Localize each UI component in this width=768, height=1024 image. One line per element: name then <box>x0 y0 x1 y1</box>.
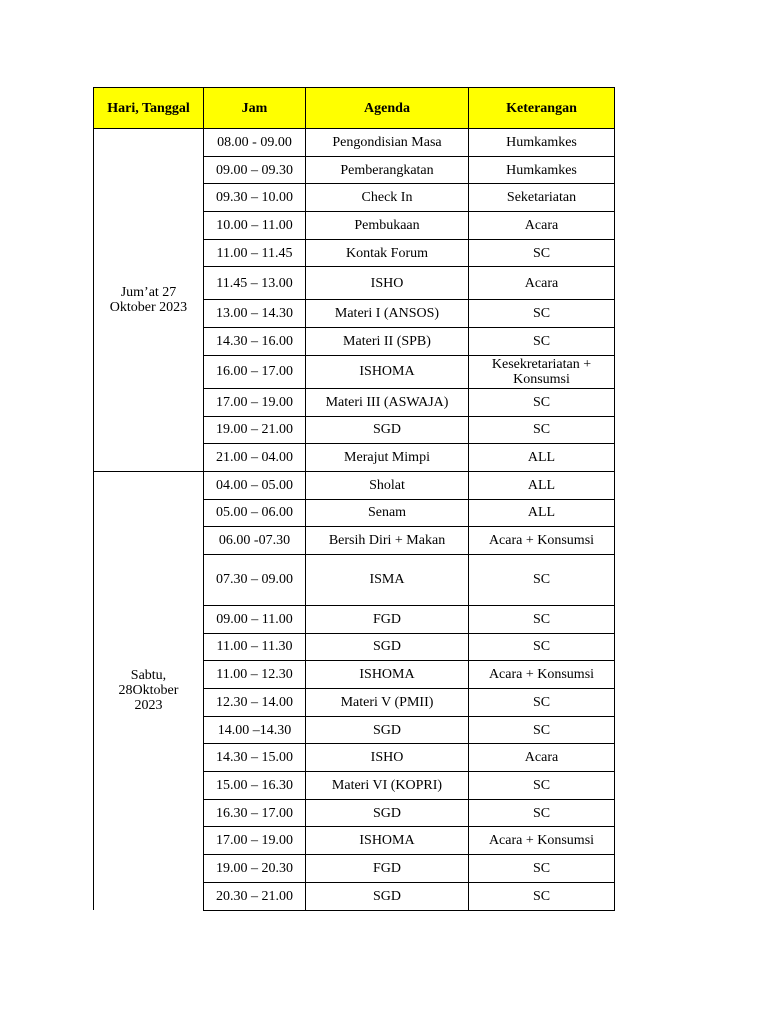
time-cell: 09.00 – 11.00 <box>204 605 306 633</box>
agenda-cell: ISHO <box>306 744 469 772</box>
time-cell: 20.30 – 21.00 <box>204 882 306 910</box>
header-time: Jam <box>204 88 306 129</box>
time-cell: 17.00 – 19.00 <box>204 388 306 416</box>
time-cell: 16.30 – 17.00 <box>204 799 306 827</box>
note-cell: Acara + Konsumsi <box>469 661 615 689</box>
note-cell: Kesekretariatan + Konsumsi <box>469 355 615 388</box>
agenda-cell: Senam <box>306 499 469 527</box>
agenda-cell: Check In <box>306 184 469 212</box>
agenda-cell: Materi V (PMII) <box>306 689 469 717</box>
note-cell: Humkamkes <box>469 129 615 157</box>
agenda-cell: Sholat <box>306 471 469 499</box>
time-cell: 05.00 – 06.00 <box>204 499 306 527</box>
note-cell: SC <box>469 633 615 661</box>
day-cell-saturday <box>94 471 204 910</box>
note-cell: SC <box>469 689 615 717</box>
day-label-line2: Oktober 2023 <box>109 299 188 315</box>
time-cell: 15.00 – 16.30 <box>204 772 306 800</box>
table-row <box>94 471 615 499</box>
note-cell: SC <box>469 716 615 744</box>
header-agenda: Agenda <box>306 88 469 129</box>
agenda-cell: FGD <box>306 855 469 883</box>
time-cell: 14.30 – 16.00 <box>204 328 306 356</box>
note-cell: Humkamkes <box>469 156 615 184</box>
note-cell: Acara + Konsumsi <box>469 527 615 555</box>
note-cell: SC <box>469 605 615 633</box>
time-cell: 04.00 – 05.00 <box>204 471 306 499</box>
time-cell: 13.00 – 14.30 <box>204 300 306 328</box>
agenda-cell: Bersih Diri + Makan <box>306 527 469 555</box>
header-row <box>94 88 615 129</box>
agenda-cell: SGD <box>306 416 469 444</box>
agenda-cell: SGD <box>306 633 469 661</box>
agenda-cell: SGD <box>306 882 469 910</box>
header-note: Keterangan <box>469 88 615 129</box>
agenda-cell: SGD <box>306 799 469 827</box>
header-day: Hari, Tanggal <box>94 88 204 129</box>
time-cell: 21.00 – 04.00 <box>204 444 306 472</box>
time-cell: 09.30 – 10.00 <box>204 184 306 212</box>
time-cell: 07.30 – 09.00 <box>204 554 306 605</box>
agenda-cell: Merajut Mimpi <box>306 444 469 472</box>
note-cell: SC <box>469 554 615 605</box>
agenda-cell: SGD <box>306 716 469 744</box>
note-cell: Acara <box>469 267 615 300</box>
note-cell: SC <box>469 388 615 416</box>
day-label-line2: 28Oktober <box>118 683 179 699</box>
time-cell: 17.00 – 19.00 <box>204 827 306 855</box>
day-label-line1: Sabtu, <box>130 668 167 684</box>
note-cell: Acara <box>469 744 615 772</box>
note-cell: SC <box>469 772 615 800</box>
time-cell: 12.30 – 14.00 <box>204 689 306 717</box>
time-cell: 09.00 – 09.30 <box>204 156 306 184</box>
agenda-cell: ISHOMA <box>306 827 469 855</box>
note-cell: SC <box>469 300 615 328</box>
note-cell: ALL <box>469 499 615 527</box>
agenda-cell: Materi VI (KOPRI) <box>306 772 469 800</box>
time-cell: 11.00 – 11.45 <box>204 239 306 267</box>
time-cell: 19.00 – 21.00 <box>204 416 306 444</box>
time-cell: 06.00 -07.30 <box>204 527 306 555</box>
agenda-cell: Materi I (ANSOS) <box>306 300 469 328</box>
agenda-cell: FGD <box>306 605 469 633</box>
agenda-cell: Pembukaan <box>306 212 469 240</box>
agenda-cell: ISHO <box>306 267 469 300</box>
day-label-line3: 2023 <box>134 698 163 714</box>
time-cell: 11.00 – 11.30 <box>204 633 306 661</box>
note-cell: SC <box>469 416 615 444</box>
note-cell: SC <box>469 239 615 267</box>
time-cell: 11.00 – 12.30 <box>204 661 306 689</box>
note-cell: ALL <box>469 471 615 499</box>
note-cell: Seketariatan <box>469 184 615 212</box>
table-row <box>94 129 615 157</box>
agenda-cell: Materi II (SPB) <box>306 328 469 356</box>
time-cell: 16.00 – 17.00 <box>204 355 306 388</box>
day-cell-friday <box>94 129 204 472</box>
agenda-cell: ISMA <box>306 554 469 605</box>
agenda-cell: Materi III (ASWAJA) <box>306 388 469 416</box>
schedule-table <box>93 87 615 911</box>
note-cell: Acara + Konsumsi <box>469 827 615 855</box>
time-cell: 14.00 –14.30 <box>204 716 306 744</box>
agenda-cell: Pengondisian Masa <box>306 129 469 157</box>
time-cell: 10.00 – 11.00 <box>204 212 306 240</box>
note-cell: SC <box>469 799 615 827</box>
agenda-cell: ISHOMA <box>306 355 469 388</box>
time-cell: 11.45 – 13.00 <box>204 267 306 300</box>
note-cell: SC <box>469 328 615 356</box>
day-label-line1: Jum’at 27 <box>120 284 177 300</box>
note-cell: ALL <box>469 444 615 472</box>
agenda-cell: Kontak Forum <box>306 239 469 267</box>
agenda-cell: ISHOMA <box>306 661 469 689</box>
time-cell: 08.00 - 09.00 <box>204 129 306 157</box>
note-cell: Acara <box>469 212 615 240</box>
time-cell: 19.00 – 20.30 <box>204 855 306 883</box>
agenda-cell: Pemberangkatan <box>306 156 469 184</box>
note-cell: SC <box>469 855 615 883</box>
note-cell: SC <box>469 882 615 910</box>
time-cell: 14.30 – 15.00 <box>204 744 306 772</box>
